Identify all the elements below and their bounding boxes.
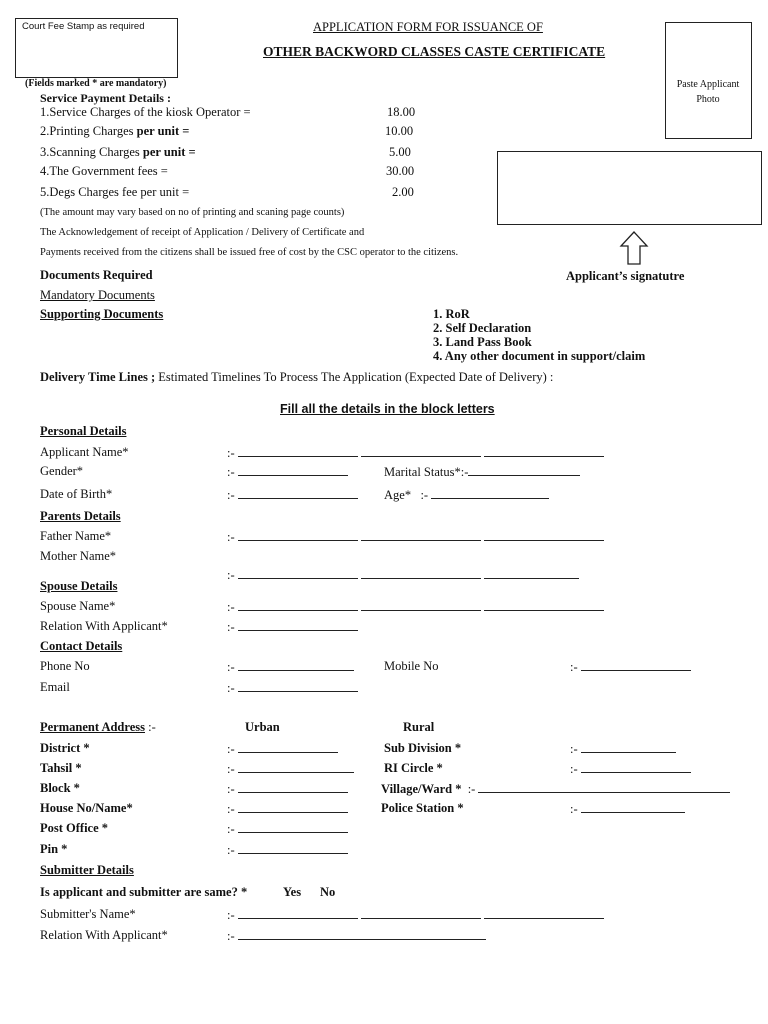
charge-value-3: 5.00 bbox=[389, 145, 411, 159]
note-payments: Payments received from the citizens shall be issued free of cost by the CSC operator to the citizens. bbox=[40, 247, 459, 258]
dob-field[interactable]: :- bbox=[227, 487, 358, 503]
charge-row-2: 2.Printing Charges per unit = bbox=[40, 124, 190, 138]
mobile-label: Mobile No bbox=[384, 659, 439, 673]
charge-row-1: 1.Service Charges of the kiosk Operator = bbox=[40, 105, 251, 119]
submitter-name-field[interactable]: :- bbox=[227, 907, 604, 923]
service-heading: Service Payment Details : bbox=[40, 91, 171, 105]
ri-circle-field[interactable]: :- bbox=[570, 761, 691, 777]
signature-box[interactable] bbox=[497, 151, 762, 225]
submitter-relation-label: Relation With Applicant* bbox=[40, 928, 168, 942]
charge-row-5: 5.Degs Charges fee per unit = bbox=[40, 185, 190, 199]
spouse-name-label: Spouse Name* bbox=[40, 599, 116, 613]
spouse-details-heading: Spouse Details bbox=[40, 579, 118, 593]
permanent-address-heading: Permanent Address :- bbox=[40, 720, 156, 734]
sub-division-label: Sub Division * bbox=[384, 741, 462, 755]
supporting-documents: Supporting Documents bbox=[40, 307, 164, 321]
mobile-field[interactable]: :- bbox=[570, 659, 691, 675]
spouse-name-field[interactable]: :- bbox=[227, 599, 604, 615]
mandatory-note: (Fields marked * are mandatory) bbox=[25, 78, 167, 89]
submitter-relation-field[interactable]: :- bbox=[227, 928, 486, 944]
marital-status-field[interactable]: Marital Status*:- bbox=[384, 464, 580, 480]
mother-name-label: Mother Name* bbox=[40, 549, 117, 563]
age-field[interactable]: Age* :- bbox=[384, 487, 549, 503]
post-office-label: Post Office * bbox=[40, 821, 109, 835]
supporting-item-1: 1. RoR bbox=[433, 307, 470, 321]
delivery-timelines: Delivery Time Lines ; Estimated Timelines To Process The Application (Expected Date of Delivery) : bbox=[40, 370, 554, 384]
charge-value-4: 30.00 bbox=[386, 164, 415, 178]
charge-value-2: 10.00 bbox=[385, 124, 414, 138]
block-letters-heading: Fill all the details in the block letters bbox=[280, 402, 495, 416]
stamp-label: Court Fee Stamp as required bbox=[22, 21, 145, 32]
form-title-line1: APPLICATION FORM FOR ISSUANCE OF bbox=[313, 20, 543, 34]
note-amount: (The amount may vary based on no of printing and scaning page counts) bbox=[40, 207, 345, 218]
urban-option[interactable]: Urban bbox=[245, 720, 280, 734]
no-option[interactable]: No bbox=[320, 885, 336, 899]
rural-option[interactable]: Rural bbox=[403, 720, 435, 734]
personal-details-heading: Personal Details bbox=[40, 424, 127, 438]
court-fee-stamp-box bbox=[15, 18, 178, 78]
police-station-label: Police Station * bbox=[381, 801, 464, 815]
note-acknowledgement: The Acknowledgement of receipt of Application / Delivery of Certificate and bbox=[40, 227, 365, 238]
same-question: Is applicant and submitter are same? * bbox=[40, 885, 248, 899]
relation-field[interactable]: :- bbox=[227, 619, 358, 635]
district-field[interactable]: :- bbox=[227, 741, 338, 757]
tahsil-label: Tahsil * bbox=[40, 761, 82, 775]
pin-label: Pin * bbox=[40, 842, 68, 856]
block-field[interactable]: :- bbox=[227, 781, 348, 797]
tahsil-field[interactable]: :- bbox=[227, 761, 354, 777]
submitter-name-label: Submitter's Name* bbox=[40, 907, 136, 921]
pin-field[interactable]: :- bbox=[227, 842, 348, 858]
supporting-item-2: 2. Self Declaration bbox=[433, 321, 532, 335]
submitter-details-heading: Submitter Details bbox=[40, 863, 134, 877]
father-name-field[interactable]: :- bbox=[227, 529, 604, 545]
ri-circle-label: RI Circle * bbox=[384, 761, 443, 775]
signature-label: Applicant’s signatutre bbox=[566, 269, 685, 283]
sub-division-field[interactable]: :- bbox=[570, 741, 676, 757]
charge-row-4: 4.The Government fees = bbox=[40, 164, 168, 178]
block-label: Block * bbox=[40, 781, 80, 795]
up-arrow-icon bbox=[619, 230, 649, 266]
applicant-name-field[interactable]: :- bbox=[227, 445, 604, 461]
email-label: Email bbox=[40, 680, 70, 694]
post-office-field[interactable]: :- bbox=[227, 821, 348, 837]
supporting-item-4: 4. Any other document in support/claim bbox=[433, 349, 646, 363]
dob-label: Date of Birth* bbox=[40, 487, 113, 501]
form-title-line2: OTHER BACKWORD CLASSES CASTE CERTIFICATE bbox=[263, 44, 606, 59]
contact-details-heading: Contact Details bbox=[40, 639, 123, 653]
applicant-name-label: Applicant Name* bbox=[40, 445, 129, 459]
charge-value-1: 18.00 bbox=[387, 105, 416, 119]
house-no-field[interactable]: :- bbox=[227, 801, 348, 817]
email-field[interactable]: :- bbox=[227, 680, 358, 696]
photo-label-1: Paste Applicant bbox=[676, 79, 740, 90]
supporting-item-3: 3. Land Pass Book bbox=[433, 335, 532, 349]
phone-field[interactable]: :- bbox=[227, 659, 354, 675]
phone-label: Phone No bbox=[40, 659, 90, 673]
mandatory-documents: Mandatory Documents bbox=[40, 288, 155, 302]
charge-value-5: 2.00 bbox=[392, 185, 414, 199]
gender-label: Gender* bbox=[40, 464, 84, 478]
documents-required: Documents Required bbox=[40, 268, 153, 282]
yes-option[interactable]: Yes bbox=[283, 885, 302, 899]
photo-label-2: Photo bbox=[696, 94, 720, 105]
father-name-label: Father Name* bbox=[40, 529, 112, 543]
charge-row-3: 3.Scanning Charges per unit = bbox=[40, 145, 196, 159]
gender-field[interactable]: :- bbox=[227, 464, 348, 480]
photo-box[interactable] bbox=[665, 22, 752, 139]
district-label: District * bbox=[40, 741, 90, 755]
mother-name-field[interactable]: :- bbox=[227, 567, 579, 583]
parents-details-heading: Parents Details bbox=[40, 509, 121, 523]
house-no-label: House No/Name* bbox=[40, 801, 133, 815]
police-station-field[interactable]: :- bbox=[570, 801, 685, 817]
relation-label: Relation With Applicant* bbox=[40, 619, 168, 633]
village-ward-field[interactable]: Village/Ward * :- bbox=[381, 781, 730, 797]
